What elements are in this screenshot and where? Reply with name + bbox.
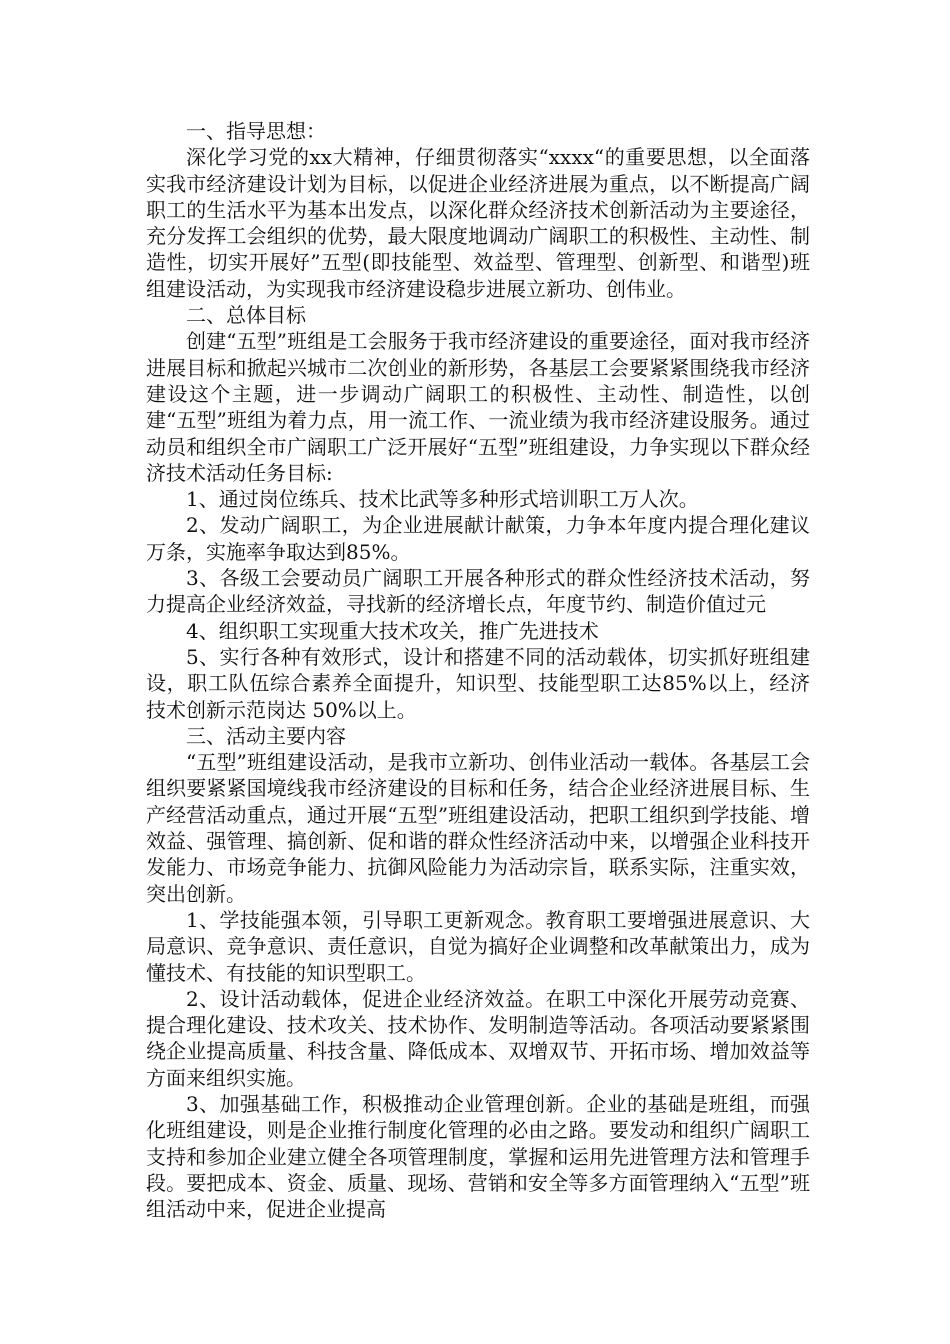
document-page bbox=[146, 118, 810, 1222]
section3-item-1: 1、学技能强本领，引导职工更新观念。教育职工要增强进展意识、大局意识、竞争意识、责任意识，自觉为搞好企业调整和改革献策出力，成为懂技术、有技能的知识型职工。 bbox=[146, 907, 810, 985]
section2-item-1: 1、通过岗位练兵、技术比武等多种形式培训职工万人次。 bbox=[186, 487, 699, 512]
section3-item-2: 2、设计活动载体，促进企业经济效益。在职工中深化开展劳动竞赛、提合理化建设、技术攻关、技术协作、发明制造等活动。各项活动要紧紧围绕企业提高质量、科技含量、降低成本、双增双节、开拓市场、增加效益等方面来组织实施。 bbox=[146, 986, 810, 1090]
section2-item-4: 4、组织职工实现重大技术攻关，推广先进技术 bbox=[186, 618, 599, 643]
section2-item-3: 3、各级工会要动员广阔职工开展各种形式的群众性经济技术活动，努力提高企业经济效益，寻找新的经济增长点，年度节约、制造价值过元 bbox=[146, 566, 810, 617]
section2-item-2: 2、发动广阔职工，为企业进展献计献策，力争本年度内提合理化建议万条，实施率争取达到85%。 bbox=[146, 513, 810, 564]
section2-heading: 二、总体目标 bbox=[186, 303, 306, 328]
section3-paragraph: “五型”班组建设活动，是我市立新功、创伟业活动一载体。各基层工会组织要紧紧国境线我市经济建设的目标和任务，结合企业经济进展目标、生产经营活动重点，通过开展“五型”班组建设活动，把职工组织到学技能、增效益、强管理、搞创新、促和谐的群众性经济活动中来，以增强企业科技开发能力、市场竞争能力、抗御风险能力为活动宗旨，联系实际，注重实效，突出创新。 bbox=[146, 750, 810, 906]
section1-heading: 一、指导思想： bbox=[186, 119, 326, 143]
section3-heading: 三、活动主要内容 bbox=[186, 723, 346, 748]
section2-paragraph: 创建“五型”班组是工会服务于我市经济建设的重要途径，面对我市经济进展目标和掀起兴城市二次创业的新形势，各基层工会要紧紧围绕我市经济建设这个主题，进一步调动广阔职工的积极性、主动性、制造性，以创建“五型”班组为着力点，用一流工作、一流业绩为我市经济建设服务。通过动员和组织全市广阔职工广泛开展好“五型”班组建设，力争实现以下群众经济技术活动任务目标: bbox=[146, 329, 810, 485]
section1-paragraph: 深化学习党的xx大精神，仔细贯彻落实“xxxx“的重要思想，以全面落实我市经济建设计划为目标，以促进企业经济进展为重点，以不断提高广阔职工的生活水平为基本出发点，以深化群众经济技术创新活动为主要途径，充分发挥工会组织的优势，最大限度地调动广阔职工的积极性、主动性、制造性，切实开展好”五型(即技能型、效益型、管理型、创新型、和谐型)班组建设活动，为实现我市经济建设稳步进展立新功、创伟业。 bbox=[146, 145, 810, 301]
section3-item-3: 3、加强基础工作，积极推动企业管理创新。企业的基础是班组，而强化班组建设，则是企业推行制度化管理的必由之路。要发动和组织广阔职工支持和参加企业建立健全各项管理制度，掌握和运用先进管理方法和管理手段。要把成本、资金、质量、现场、营销和安全等多方面管理纳入“五型”班组活动中来，促进企业提高 bbox=[146, 1091, 810, 1222]
section2-item-5: 5、实行各种有效形式，设计和搭建不同的活动载体，切实抓好班组建设，职工队伍综合素养全面提升，知识型、技能型职工达85%以上，经济技术创新示范岗达 50%以上。 bbox=[146, 644, 810, 722]
